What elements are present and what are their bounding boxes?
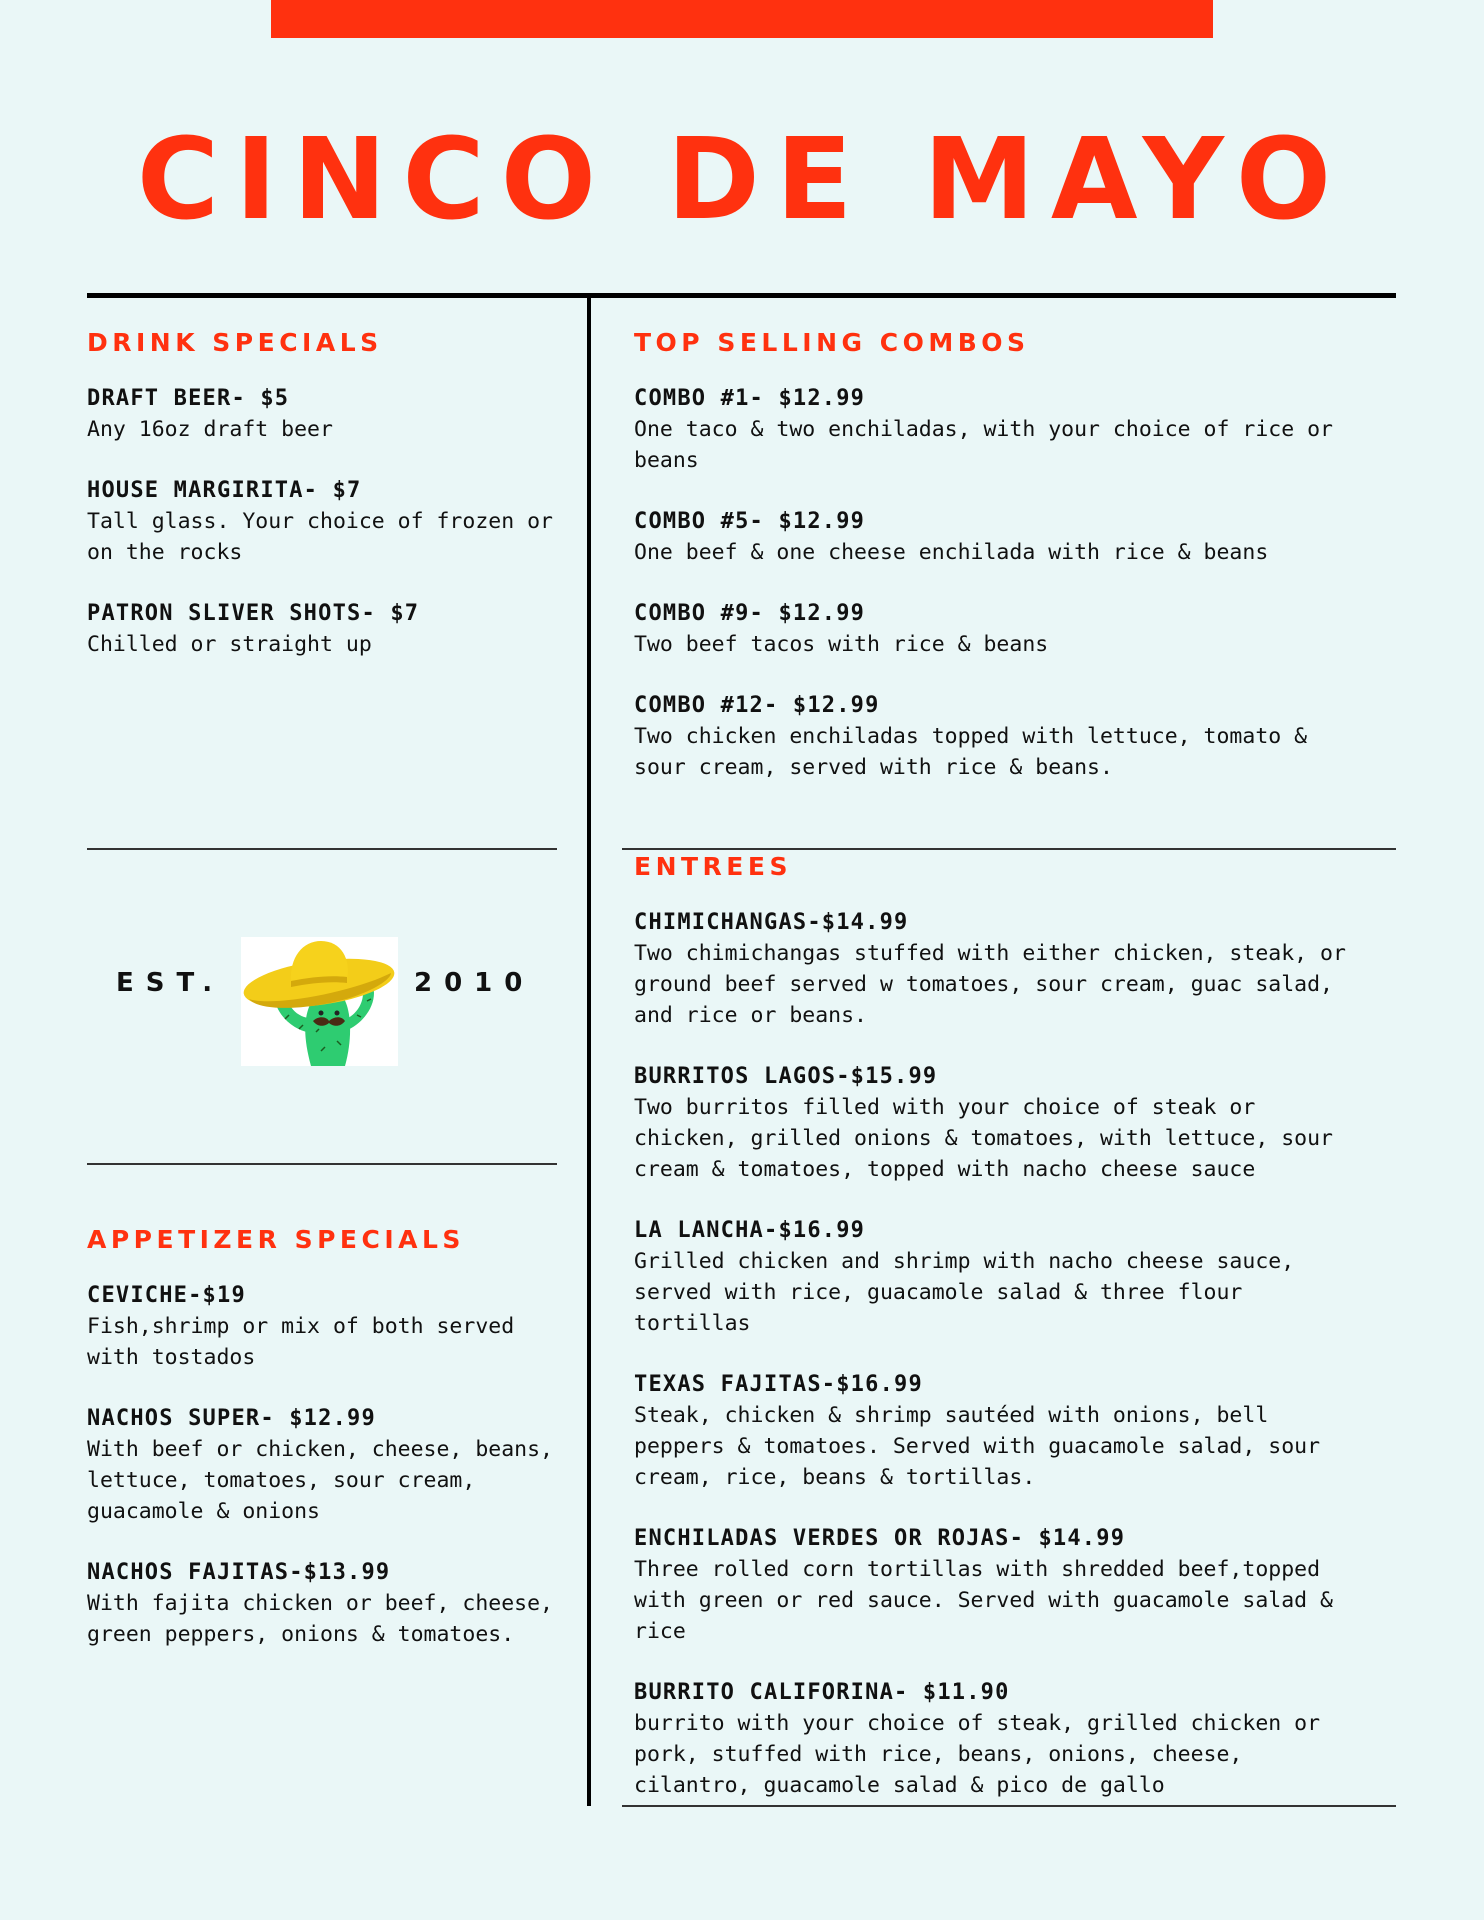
- right-divider-upper: [622, 848, 1396, 850]
- menu-item: [634, 1061, 1354, 1185]
- combos-section: [634, 328, 1354, 813]
- item-name: NACHOS SUPER- $12.99: [87, 1406, 376, 1431]
- entrees-section: [634, 852, 1354, 1831]
- est-label: EST.: [116, 968, 225, 998]
- menu-item: [634, 506, 1354, 568]
- item-description: Two chimichangas stuffed with either chicken, steak, or ground beef served w tomatoes, sour cream, guac salad, and rice or beans.: [634, 941, 1346, 1028]
- item-name: PATRON SLIVER SHOTS- $7: [87, 601, 420, 626]
- item-description: Fish,shrimp or mix of both served with tostados: [87, 1314, 515, 1370]
- item-description: burrito with your choice of steak, grilled chicken or pork, stuffed with rice, beans, onions, cheese, cilantro, guacamole salad & pico de gallo: [634, 1711, 1321, 1798]
- item-name: BURRITOS LAGOS-$15.99: [634, 1064, 938, 1089]
- menu-item: [87, 598, 557, 660]
- menu-item: [634, 907, 1354, 1031]
- item-name: CHIMICHANGAS-$14.99: [634, 910, 909, 935]
- menu-item: [634, 1523, 1354, 1647]
- item-name: COMBO #9- $12.99: [634, 601, 866, 626]
- menu-item: [87, 1403, 557, 1527]
- cactus-with-sombrero-icon: [241, 937, 398, 1066]
- item-name: CEVICHE-$19: [87, 1283, 246, 1308]
- menu-item: [87, 475, 557, 568]
- menu-item: [634, 1369, 1354, 1493]
- drink-specials-section: [87, 328, 557, 690]
- combos-heading: TOP SELLING COMBOS: [634, 328, 1030, 357]
- item-description: With beef or chicken, cheese, beans, lettuce, tomatoes, sour cream, guacamole & onions: [87, 1437, 553, 1524]
- item-name: LA LANCHA-$16.99: [634, 1218, 866, 1243]
- appetizer-specials-section: [87, 1225, 557, 1680]
- left-divider-upper: [87, 848, 557, 850]
- drink-specials-heading: DRINK SPECIALS: [87, 328, 383, 357]
- item-name: DRAFT BEER- $5: [87, 386, 290, 411]
- menu-item: [634, 383, 1354, 476]
- page-title: CINCO DE MAYO: [136, 115, 1348, 245]
- item-description: Two burritos filled with your choice of steak or chicken, grilled onions & tomatoes, with lettuce, sour cream & tomatoes, topped with nacho cheese sauce: [634, 1095, 1333, 1182]
- menu-item: [634, 1215, 1354, 1339]
- top-divider: [87, 293, 1396, 298]
- item-description: With fajita chicken or beef, cheese, green peppers, onions & tomatoes.: [87, 1591, 553, 1647]
- menu-item: [634, 1677, 1354, 1801]
- item-description: Chilled or straight up: [87, 632, 372, 657]
- item-name: ENCHILADAS VERDES OR ROJAS- $14.99: [634, 1526, 1126, 1551]
- item-name: BURRITO CALIFORINA- $11.90: [634, 1680, 1010, 1705]
- item-description: Two chicken enchiladas topped with lettuce, tomato & sour cream, served with rice & beans.: [634, 724, 1308, 780]
- item-name: HOUSE MARGIRITA- $7: [87, 478, 362, 503]
- menu-item: [87, 383, 557, 445]
- item-description: One taco & two enchiladas, with your choice of rice or beans: [634, 417, 1333, 473]
- appetizer-specials-heading: APPETIZER SPECIALS: [87, 1225, 465, 1254]
- item-description: Steak, chicken & shrimp sautéed with onions, bell peppers & tomatoes. Served with guacamole salad, sour cream, rice, beans & tortillas.: [634, 1403, 1321, 1490]
- menu-item: [87, 1280, 557, 1373]
- item-description: Three rolled corn tortillas with shredded beef,topped with green or red sauce. Served with guacamole salad & rice: [634, 1557, 1333, 1644]
- est-year: 2010: [414, 968, 535, 998]
- item-name: COMBO #5- $12.99: [634, 509, 866, 534]
- menu-item: [87, 1557, 557, 1650]
- top-accent-bar: [271, 0, 1213, 38]
- menu-item: [634, 598, 1354, 660]
- left-divider-lower: [87, 1163, 557, 1165]
- column-divider: [587, 296, 591, 1806]
- item-name: COMBO #12- $12.99: [634, 693, 880, 718]
- item-description: Grilled chicken and shrimp with nacho cheese sauce, served with rice, guacamole salad & three flour tortillas: [634, 1249, 1295, 1336]
- item-name: COMBO #1- $12.99: [634, 386, 866, 411]
- item-description: Two beef tacos with rice & beans: [634, 632, 1049, 657]
- menu-item: [634, 690, 1354, 783]
- item-description: One beef & one cheese enchilada with rice & beans: [634, 540, 1269, 565]
- item-name: NACHOS FAJITAS-$13.99: [87, 1560, 391, 1585]
- item-description: Tall glass. Your choice of frozen or on the rocks: [87, 509, 553, 565]
- item-name: TEXAS FAJITAS-$16.99: [634, 1372, 923, 1397]
- item-description: Any 16oz draft beer: [87, 417, 333, 442]
- entrees-heading: ENTREES: [634, 852, 792, 881]
